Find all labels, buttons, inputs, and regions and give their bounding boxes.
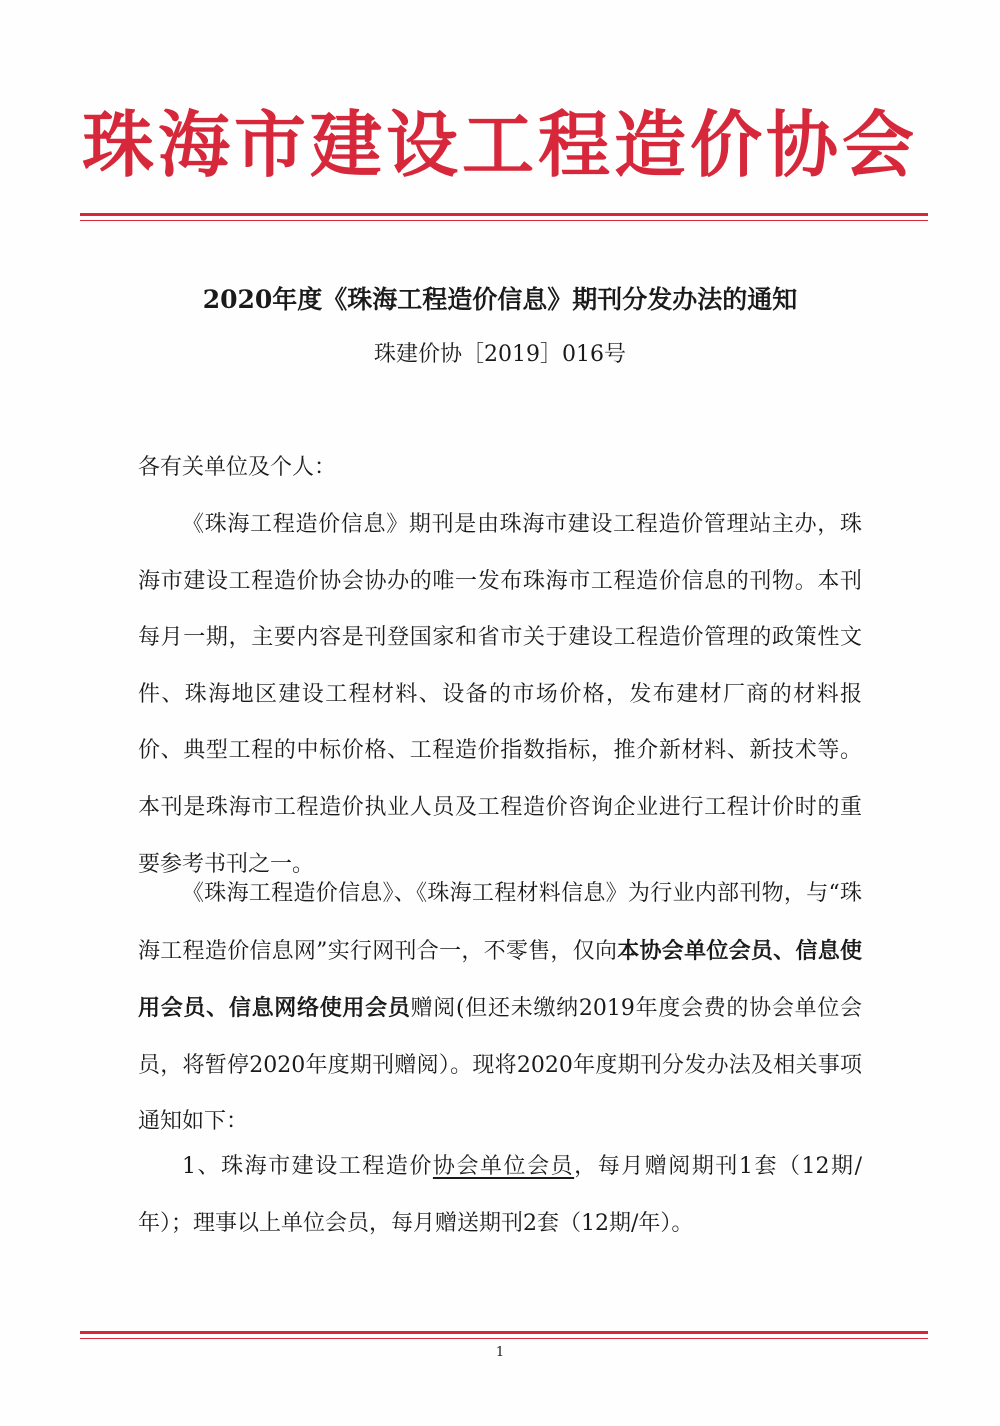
item-1-text-1: 1、珠海市建设工程造价 — [182, 1154, 433, 1179]
organization-letterhead: 珠海市建设工程造价协会 — [81, 102, 918, 187]
paragraph-item-1 — [138, 1139, 862, 1252]
paragraph-intro: 《珠海工程造价信息》期刊是由珠海市建设工程造价管理站主办，珠海市建设工程造价协会协办的唯一发布珠海市工程造价信息的刊物。本刊每月一期，主要内容是刊登国家和省市关于建设工程造价管理的政策性文件、珠海地区建设工程材料、设备的市场价格，发布建材厂商的材料报价、典型工程的中标价格、工程造价指数指标，推介新材料、新技术等。本刊是珠海市工程造价执业人员及工程造价咨询企业进行工程计价时的重要参考书刊之一。 — [138, 512, 862, 877]
paragraph-distribution-text-1: 《珠海工程造价信息》、《珠海工程材料信息》为行业内部刊物，与“珠海工程造价信息网”实行网刊合一，不零售，仅向 — [138, 881, 862, 964]
page-number: 1 — [495, 1345, 505, 1360]
header-rule-thin — [80, 220, 928, 221]
footer-rule-thick — [80, 1331, 928, 1334]
paragraph-distribution-bold-members: 本协会单位会员、信息使用会员、信息网络使用会员 — [138, 937, 862, 1022]
salutation: 各有关单位及个人： — [138, 455, 337, 480]
paragraph-distribution — [138, 866, 862, 1151]
item-1-underlined-members: 协会单位会员 — [432, 1154, 575, 1179]
document-title: 2020年度《珠海工程造价信息》期刊分发办法的通知 — [202, 285, 798, 314]
header-rule-thick — [80, 213, 928, 216]
footer-rule-thin — [80, 1338, 928, 1339]
document-number: 珠建价协［2019］016号 — [374, 342, 626, 367]
item-1-text-2: ，每月赠阅期刊1套（12期/年）；理事以上单位会员，每月赠送期刊2套（12期/年）。 — [138, 1154, 863, 1236]
paragraph-distribution-text-2: 赠阅(但还未缴纳2019年度会费的协会单位会员，将暂停2020年度期刊赠阅）。现将2020年度期刊分发办法及相关事项通知如下： — [138, 996, 862, 1135]
